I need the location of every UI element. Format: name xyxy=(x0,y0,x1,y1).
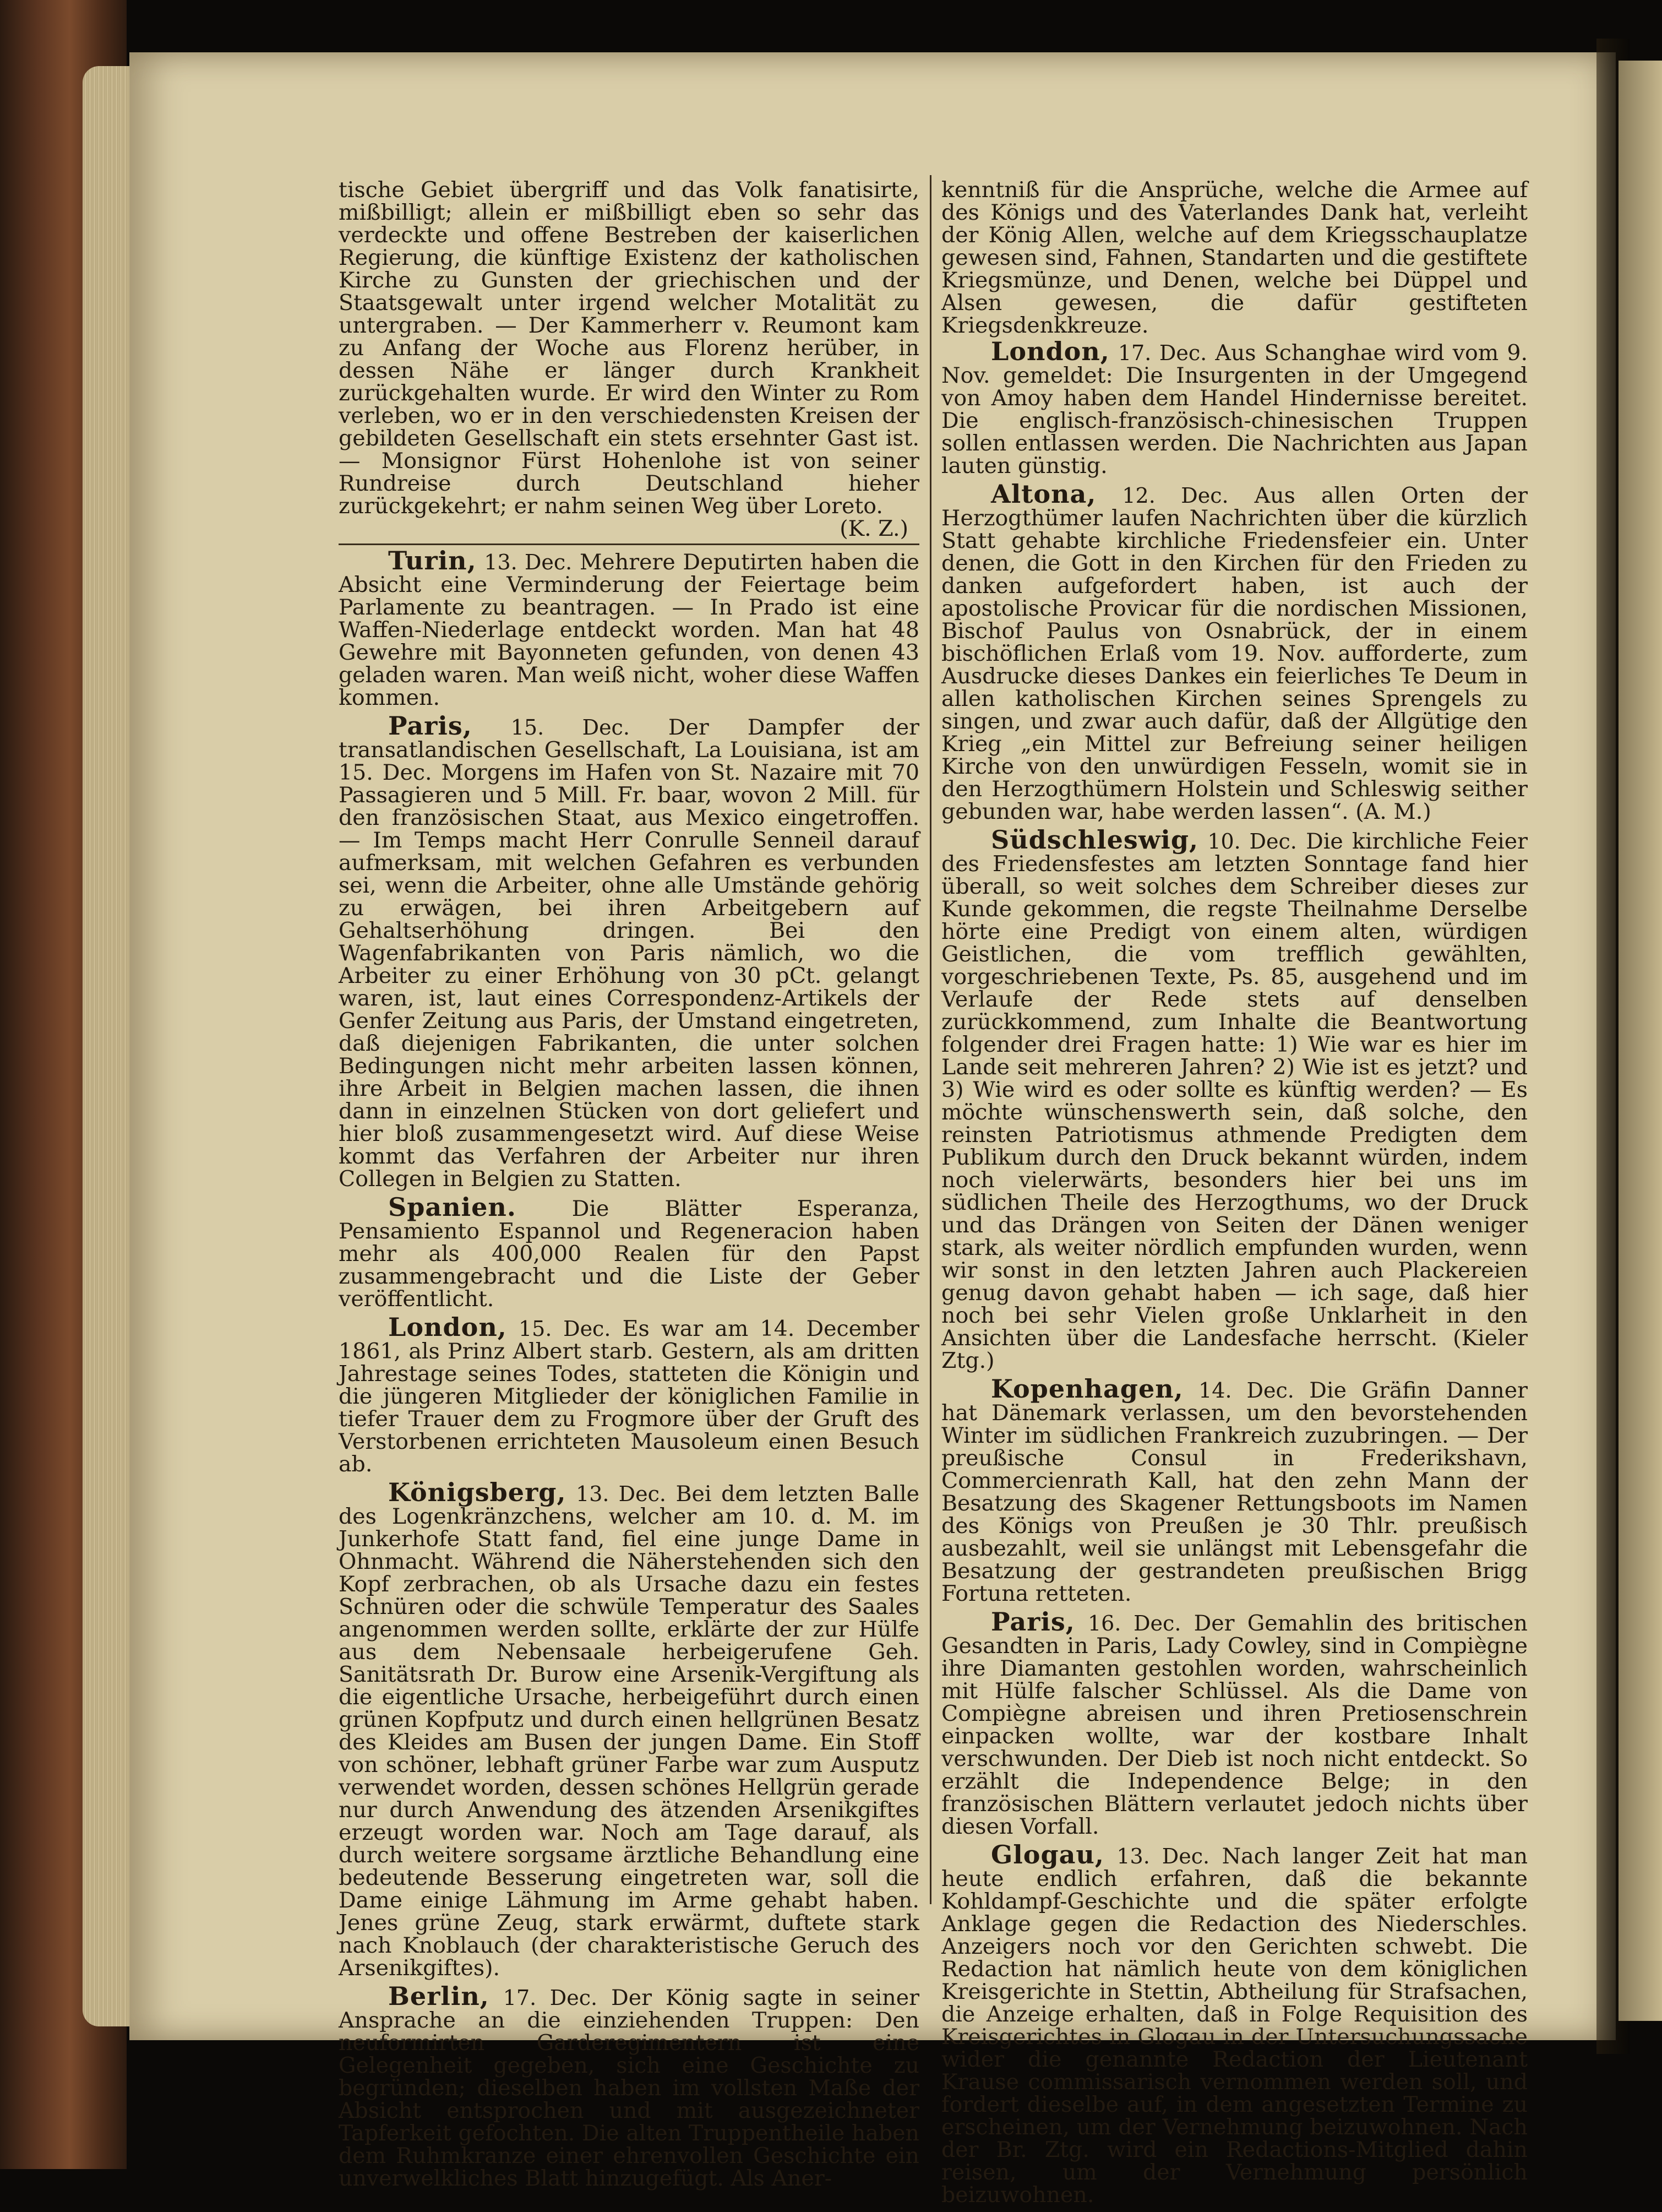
article-text: Mehrere Deputirten haben die Absicht eine Verminderung der Feiertage beim Parlamente zu beantragen. — In Prado ist eine Waffen-Niederlage entdeckt worden. Man hat 48 Gewehre mit Bayonneten gefunden, von denen 43 geladen waren. Man weiß nicht, woher diese Waffen kommen. xyxy=(339,550,919,710)
facing-page xyxy=(1619,61,1662,2021)
dateline-date: 17. Dec. xyxy=(1118,341,1207,365)
section-separator xyxy=(339,544,919,545)
dateline-place: Paris, xyxy=(991,1607,1075,1637)
article-source: (Kieler Ztg.) xyxy=(941,1325,1528,1373)
article-source: (A. M.) xyxy=(1355,799,1431,824)
article-koenigsberg xyxy=(339,1477,920,1981)
article-source: (K. Z.) xyxy=(840,516,908,541)
page-edges xyxy=(83,66,135,2026)
dateline-date: 12. Dec. xyxy=(1122,483,1229,508)
dateline-place: Kopenhagen, xyxy=(991,1374,1184,1404)
article-text: Der König sagte in seiner Ansprache an die einziehenden Truppen: Den neuformirten Garderegimentern ist eine Gelegenheit gegeben, sich eine Geschichte zu begründen; dieselben haben im vollsten Maße der Absicht entsprochen und mit ausgezeichneter Tapferkeit gefochten. Die alten Truppentheile haben dem Ruhmkranze einer ehrenvollen Geschichte ein unverwelkliches Blatt hinzugefügt. Als Aner- xyxy=(339,1985,919,2191)
dateline-place: Paris, xyxy=(388,711,472,741)
article-continuation: kenntniß für die Ansprüche, welche die Armee auf des Königs und des Vaterlandes Dank hat, verleiht der König Allen, welche auf dem Kriegsschauplatze gewesen sind, Fahnen, Standarten und die gestiftete Kriegsmünze, und Denen, welche bei Düppel und Alsen gewesen, die dafür gestifteten Kriegsdenkkreuze. xyxy=(941,177,1528,338)
dateline-date: 15. Dec. xyxy=(510,715,630,740)
dateline-date: 17. Dec. xyxy=(503,1986,598,2010)
dateline-date: 13. Dec. xyxy=(484,550,573,574)
article-text: Aus allen Orten der Herzogthümer laufen Nachrichten über die kürzlich Statt gehabte kirchliche Friedensfeier ein. Unter denen, die Gott in den Kirchen für den Frieden zu danken aufgefordert haben, ist auch der apostolische Provicar für die nordischen Missionen, Bischof Paulus von Osnabrück, der in einem bischöflichen Erlaß vom 19. Nov. aufforderte, zum Ausdrucke dieses Dankes ein feierliches Te Deum in allen katholischen Kirchen seines Sprengels zu singen, und zwar auch dafür, daß der Allgütige den Krieg „ein Mittel zur Befreiung seiner heiligen Kirche von den unwürdigen Fesseln, womit sie in den Herzogthümern Holstein und Schleswig seither gebunden war, habe werden lassen“. xyxy=(941,483,1528,824)
article-text: Es war am 14. December 1861, als Prinz Albert starb. Gestern, als am dritten Jahrestage seines Todes, statteten die Königin und die jüngeren Mitglieder der königlichen Familie in tiefer Trauer dem zu Frogmore über der Gruft des Verstorbenen errichteten Mausoleum einen Besuch ab. xyxy=(339,1316,920,1477)
article-turin xyxy=(339,546,919,710)
article-london-2 xyxy=(941,336,1528,479)
continuation-text: tische Gebiet übergriff und das Volk fanatisirte, mißbilligt; allein er mißbilligt eben so sehr das verdeckte und offene Bestreben der kaiserlichen Regierung, die künftige Existenz der katholischen Kirche zu Gunsten der griechischen und der Staatsgewalt unter irgend welcher Motalität zu untergraben. — Der Kammerherr v. Reumont kam zu Anfang der Woche aus Florenz herüber, in dessen Nähe er länger durch Krankheit zurückgehalten wurde. Er wird den Winter zu Rom verleben, wo er in den verschiedensten Kreisen der gebildeten Gesellschaft ein stets ersehnter Gast ist. — Monsignor Fürst Hohenlohe ist von seiner Rundreise durch Deutschland hieher zurückgekehrt; er nahm seinen Weg über Loreto. xyxy=(339,177,919,519)
article-berlin xyxy=(339,1981,919,2191)
dateline-place: Altona, xyxy=(991,479,1097,509)
dateline-place: Südschleswig, xyxy=(991,825,1199,855)
article-text: Der Dampfer der transatlandischen Gesellschaft, La Louisiana, ist am 15. Dec. Morgens im Hafen von St. Nazaire mit 70 Passagieren und 5 Mill. Fr. baar, wovon 2 Mill. für den französischen Staat, aus Mexico eingetroffen. — Im Temps macht Herr Conrulle Senneil darauf aufmerksam, mit welchen Gefahren es verbunden sei, wenn die Arbeiter, ohne alle Umstände gehörig zu erwägen, bei ihren Arbeitgebern auf Gehaltserhöhung dringen. Bei den Wagenfabrikanten von Paris nämlich, wo die Arbeiter zu einer Erhöhung von 30 pCt. gelangt waren, ist, laut eines Correspondenz-Artikels der Genfer Zeitung aus Paris, der Umstand eingetreten, daß diejenigen Fabrikanten, die unter solchen Bedingungen nicht mehr arbeiten lassen können, ihre Arbeit in Belgien machen lassen, die ihnen dann in einzelnen Stücken von dort geliefert und hier bloß zusammengesetzt wird. Auf diese Weise kommt das Verfahren der Arbeiter nur ihren Collegen in Belgien zu Statten. xyxy=(339,715,919,1192)
dateline-place: London, xyxy=(991,336,1110,366)
dateline-date: 10. Dec. xyxy=(1207,829,1297,854)
article-suedschleswig xyxy=(941,825,1528,1373)
dateline-place: Berlin, xyxy=(388,1981,489,2011)
article-kopenhagen xyxy=(941,1374,1528,1606)
article-spanien xyxy=(339,1192,919,1312)
dateline-place: Glogau, xyxy=(991,1840,1104,1869)
article-paris xyxy=(339,711,919,1192)
dateline-date: 13. Dec. xyxy=(576,1482,666,1506)
article-glogau xyxy=(941,1840,1528,2208)
article-altona xyxy=(941,479,1528,824)
article-text: Nach langer Zeit hat man heute endlich erfahren, daß die bekannte Kohldampf-Geschichte und die später erfolgte Anklage gegen die Redaction des Niederschles. Anzeigers noch vor den Gerichten schwebt. Die Redaction hat nämlich heute von dem königlichen Kreisgerichte in Stettin, Abtheilung für Strafsachen, die Anzeige erhalten, daß in Folge Requisition des Kreisgerichtes in Glogau in der Untersuchungssache wider die genannte Redaction der Lieutenant Krause commissarisch vernommen werden soll, und fordert dieselbe auf, in dem angesetzten Termine zu erscheinen, um der Vernehmung beizuwohnen. Nach der Br. Ztg. wird ein Redactions-Mitglied dahin reisen, um der Vernehmung persönlich beizuwohnen. xyxy=(941,1844,1528,2208)
dateline-place: London, xyxy=(388,1312,507,1342)
article-london xyxy=(339,1312,920,1477)
dateline-date: 16. Dec. xyxy=(1087,1611,1181,1635)
right-column xyxy=(941,179,1528,2212)
dateline-place: Königsberg, xyxy=(388,1477,566,1507)
article-text: Die Blätter Esperanza, Pensamiento Espannol und Regeneracion haben mehr als 400,000 Realen für den Papst zusammengebracht und die Liste der Geber veröffentlicht. xyxy=(339,1196,919,1312)
article-text: Bei dem letzten Balle des Logenkränzchens, welcher am 10. d. M. im Junkerhofe Statt fand, fiel eine junge Dame in Ohnmacht. Während die Näherstehenden sich den Kopf zerbrachen, ob als Ursache dazu ein festes Schnüren oder die schwüle Temperatur des Saales angenommen werden sollte, erklärte der zur Hülfe aus dem Nebensaale herbeigerufene Geh. Sanitätsrath Dr. Burow eine Arsenik-Vergiftung als die eigentliche Ursache, herbeigeführt durch einen grünen Kopfputz und durch einen hellgrünen Besatz des Kleides am Busen der jungen Dame. Ein Stoff von schöner, lebhaft grüner Farbe war zum Ausputz verwendet worden, dessen schönes Hellgrün gerade nur durch Anwendung des ätzenden Arsenikgiftes erzeugt worden war. Noch am Tage darauf, als durch weitere sorgsame ärztliche Behandlung eine bedeutende Besserung eingetreten war, soll die Dame einige Lähmung im Arme gehabt haben. Jenes grüne Zeug, stark erwärmt, duftete stark nach Knoblauch (der charakteristische Geruch des Arsenikgiftes). xyxy=(339,1481,920,1981)
dateline-date: 15. Dec. xyxy=(518,1317,611,1341)
article-text: Der Gemahlin des britischen Gesandten in Paris, Lady Cowley, sind in Compiègne ihre Diamanten gestohlen worden, wahrscheinlich mit Hülfe falscher Schlüssel. Als die Dame von Compiègne abreisen und ihren Pretiosenschrein einpacken wollte, war der kostbare Inhalt verschwunden. Der Dieb ist noch nicht entdeckt. So erzählt die Independence Belge; in den französischen Blättern verlautet jedoch nichts über diesen Vorfall. xyxy=(941,1611,1528,1839)
article-text: Aus Schanghae wird vom 9. Nov. gemeldet: Die Insurgenten in der Umgegend von Amoy haben dem Handel Hindernisse bereitet. Die englisch-französisch-chinesischen Truppen sollen entlassen werden. Die Nachrichten aus Japan lauten günstig. xyxy=(941,340,1528,479)
article-continuation xyxy=(339,179,919,540)
dateline-date: 14. Dec. xyxy=(1198,1378,1294,1403)
article-text: Die Gräfin Danner hat Dänemark verlassen, um den bevorstehenden Winter im südlichen Frankreich zuzubringen. — Der preußische Consul in Frederikshavn, Commercienrath Kall, hat den zehn Mann der Besatzung des Skagener Rettungsboots im Namen des Königs von Preußen je 30 Thlr. preußisch ausbezahlt, weil sie unlängst mit Lebensgefahr die Besatzung der gestrandeten preußischen Brigg Fortuna retteten. xyxy=(941,1378,1528,1606)
column-rule xyxy=(930,175,931,1904)
dateline-place: Turin, xyxy=(388,546,477,575)
dateline-date: 13. Dec. xyxy=(1116,1844,1210,1868)
article-paris-2 xyxy=(941,1607,1528,1839)
left-column xyxy=(339,179,919,2195)
dateline-place: Spanien. xyxy=(388,1192,516,1222)
article-text: Die kirchliche Feier des Friedensfestes am letzten Sonntage fand hier überall, so weit solches dem Schreiber dieses zur Kunde gekommen, die regste Theilnahme Derselbe hörte eine Predigt von einem alten, würdigen Geistlichen, die vom trefflich gewählten, vorgeschriebenen Texte, Ps. 85, ausgehend und im Verlaufe der Rede stets auf denselben zurückkommend, zum Inhalte die Beantwortung folgender drei Fragen hatte: 1) Wie war es hier im Lande seit mehreren Jahren? 2) Wie ist es jetzt? und 3) Wie wird es oder sollte es künftig werden? — Es möchte wünschenswerth sein, daß solche, den reinsten Patriotismus athmende Predigten dem Publikum durch den Druck bekannt würden, indem noch vielerwärts, besonders hier bei uns im südlichen Theile des Herzogthums, wo der Druck und das Drängen von Seiten der Dänen weniger stark, als weiter nördlich empfunden wurden, wenn wir sonst in den letzten Jahren auch Plackereien genug davon gehabt haben — ich sage, daß hier noch bei sehr Vielen große Unklarheit in den Ansichten über die Landesfache herrscht. xyxy=(941,829,1528,1351)
